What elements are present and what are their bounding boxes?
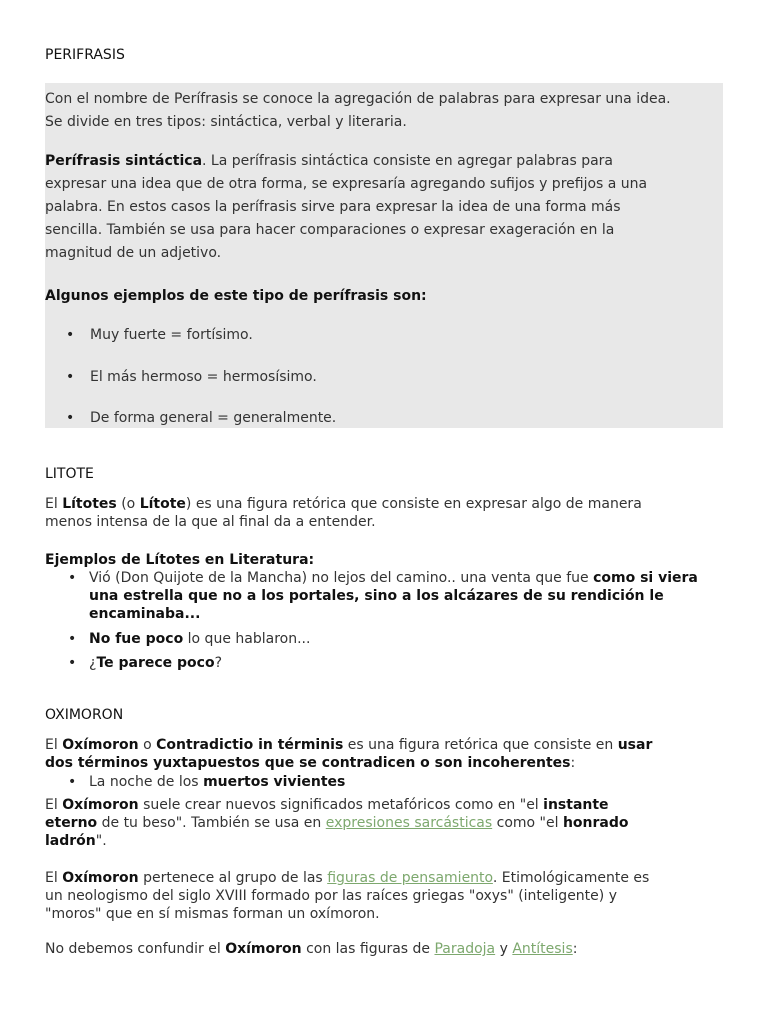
litote-definition: El Lítotes (o Lítote) es una figura retórica que consiste en expresar algo de manera menos intensa de la que al final da a entender. [45, 496, 642, 530]
oximoron-paragraph-2: El Oxímoron suele crear nuevos significados metafóricos como en "el instante eterno de tu beso". También se usa en expresiones sarcásticas como "el honrado ladrón". [45, 797, 629, 849]
list-item: • De forma general = generalmente. [68, 410, 336, 426]
link-expresiones-sarcasticas[interactable]: expresiones sarcásticas [325, 815, 493, 831]
link-paradoja[interactable]: Paradoja [434, 941, 496, 957]
litote-examples-heading: Ejemplos de Lítotes en Literatura: [45, 552, 315, 568]
perifrasis-examples-heading: Algunos ejemplos de este tipo de perífrasis son: [45, 288, 427, 304]
list-item: • ¿Te parece poco? [68, 654, 758, 672]
section-heading-perifrasis: PERIFRASIS [45, 47, 125, 63]
list-item: • Vió (Don Quijote de la Mancha) no lejos del camino.. una venta que fue como si viera una estrella que no a los portales, sino a los alcázares de su rendición le encaminaba... [68, 569, 758, 623]
oximoron-paragraph-3: El Oxímoron pertenece al grupo de las figuras de pensamiento. Etimológicamente es un neologismo del siglo XVIII formado por las raíces griegas "oxys" (inteligente) y "moros" que en sí mismas forman un oxímoron. [45, 870, 650, 922]
oximoron-paragraph-4: No debemos confundir el Oxímoron con las figuras de Paradoja y Antítesis: [45, 941, 578, 957]
section-heading-litote: LITOTE [45, 466, 94, 482]
list-item: • No fue poco lo que hablaron... [68, 630, 758, 648]
list-item: • El más hermoso = hermosísimo. [68, 369, 317, 385]
oximoron-definition: El Oxímoron o Contradictio in términis es una figura retórica que consiste en usar dos términos yuxtapuestos que se contradicen o son incoherentes: [45, 737, 653, 771]
list-item: • La noche de los muertos vivientes [68, 773, 758, 791]
link-antitesis[interactable]: Antítesis [512, 941, 573, 957]
term-perifrasis-sintactica: Perífrasis sintáctica [45, 153, 203, 169]
perifrasis-intro: Con el nombre de Perífrasis se conoce la agregación de palabras para expresar una idea. Se divide en tres tipos: sintáctica, verbal y literaria. [45, 91, 671, 130]
link-figuras-de-pensamiento[interactable]: figuras de pensamiento [327, 870, 493, 886]
perifrasis-sintactica-paragraph: Perífrasis sintáctica. La perífrasis sintáctica consiste en agregar palabras para expresar una idea que de otra forma, se expresaría agregando sufijos y prefijos a una palabra. En estos casos la perífrasis sirve para expresar la idea de una forma más sencilla. También se usa para hacer comparaciones o expresar exageración en la magnitud de un adjetivo. [45, 153, 648, 261]
list-item: • Muy fuerte = fortísimo. [68, 327, 253, 343]
section-heading-oximoron: OXIMORON [45, 707, 124, 723]
